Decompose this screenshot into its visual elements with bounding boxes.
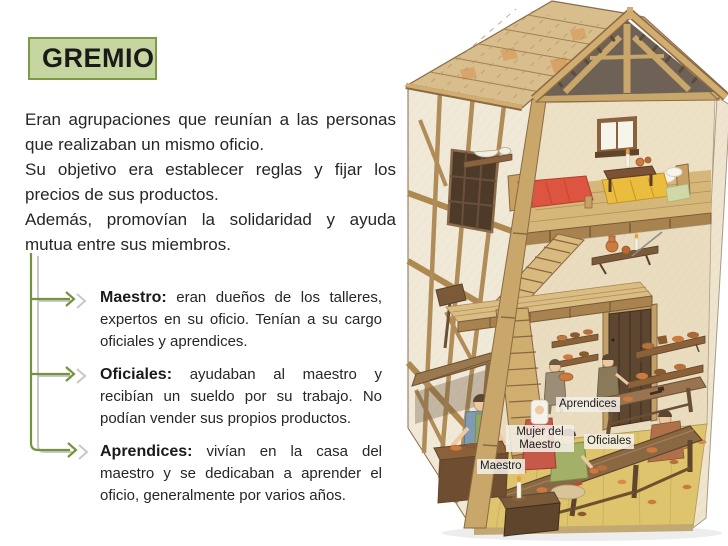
page-title: GREMIO (42, 43, 155, 73)
role-term: Oficiales: (100, 366, 173, 383)
hierarchy-connector (20, 245, 105, 465)
label-mujer-del-maestro: Mujer del Maestro (506, 425, 574, 452)
role-item-aprendices (100, 441, 382, 507)
label-maestro: Maestro (477, 459, 525, 474)
role-description: ayudaban al maestro y recibían un sueldo por su trabajo. No podían vender sus propios productos. (100, 366, 382, 427)
intro-text (25, 107, 396, 257)
label-oficiales: Oficiales (584, 434, 634, 449)
title-box (28, 37, 157, 80)
intro-paragraph: Su objetivo era establecer reglas y fijar los precios de sus productos. (25, 160, 396, 204)
branch-arrow-shadow-icon (77, 294, 85, 308)
role-term: Maestro: (100, 289, 167, 306)
role-term: Aprendices: (100, 443, 193, 460)
role-item-oficiales (100, 364, 382, 430)
role-item-maestro (100, 287, 382, 353)
role-description: eran dueños de los talleres, expertos en su oficio. Tenían a su cargo oficiales y aprendices. (100, 289, 382, 350)
role-description: vivían en la casa del maestro y se dedicaban a aprender el oficio, generalmente por varios años. (100, 443, 382, 504)
house-illustration (400, 0, 728, 546)
label-aprendices: Aprendices (556, 397, 620, 412)
connector-shadow (38, 256, 87, 459)
intro-paragraph: Además, promovían la solidaridad y ayuda mutua entre sus miembros. (25, 210, 396, 254)
branch-arrow-shadow-icon (79, 445, 87, 459)
intro-paragraph: Eran agrupaciones que reunían a las personas que realizaban un mismo oficio. (25, 110, 396, 154)
attic-window (595, 116, 639, 158)
house-roof (406, 1, 727, 108)
branch-arrow-shadow-icon (77, 369, 85, 383)
